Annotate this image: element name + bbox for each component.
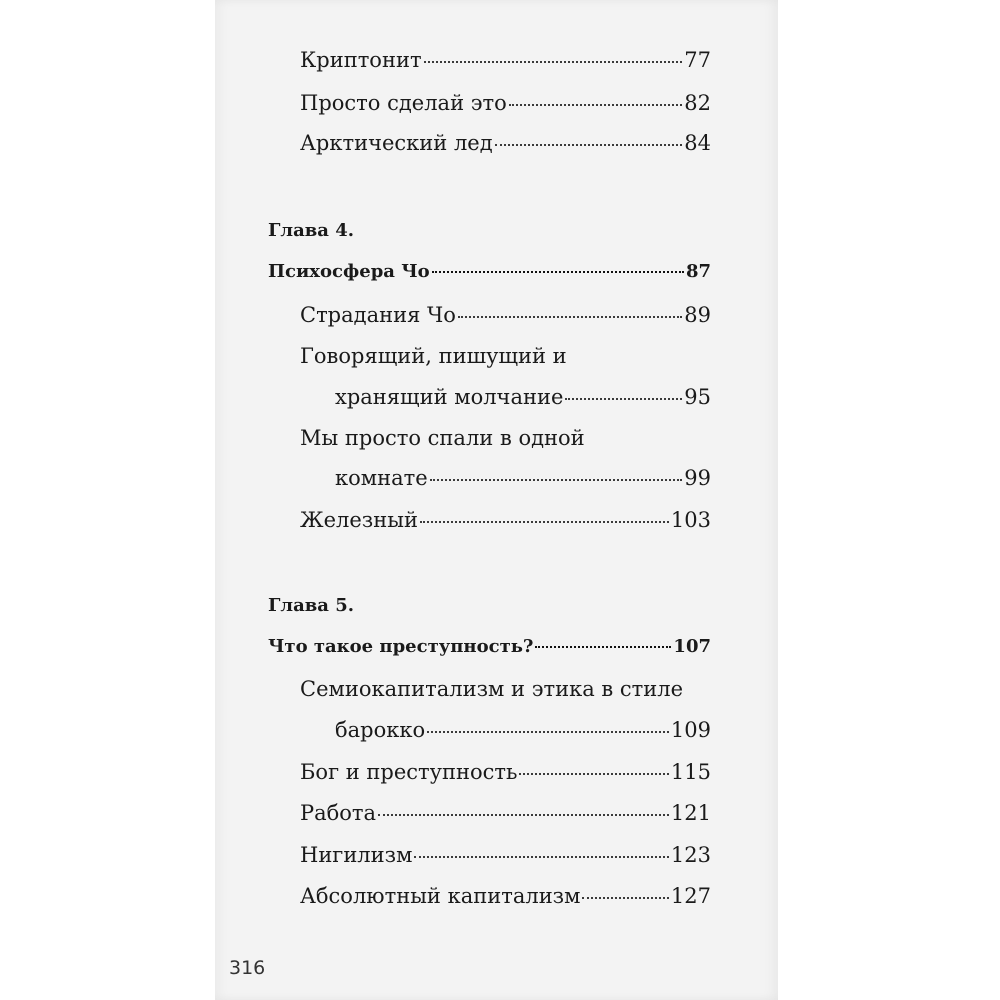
toc-entry-title: Криптонит [300, 48, 422, 72]
toc-entry-title: Просто сделай это [300, 91, 507, 115]
leader-dots [378, 813, 669, 816]
toc-entry [335, 384, 711, 410]
toc-entry-title-line1: Говорящий, пишущий и [300, 344, 567, 368]
toc-entry-page: 123 [670, 843, 711, 867]
leader-dots [495, 143, 683, 146]
toc-entry-page: 121 [670, 801, 711, 825]
toc-entry [300, 90, 711, 116]
toc-entry-page: 77 [684, 48, 711, 72]
chapter-title: Психосфера Чо [268, 261, 430, 282]
leader-dots [509, 103, 682, 106]
leader-dots [432, 270, 684, 273]
toc-entry [300, 507, 711, 533]
chapter-title: Что такое преступность? [268, 636, 534, 657]
chapter-label: Глава 4. [268, 220, 355, 241]
toc-entry [300, 800, 711, 826]
toc-entry [300, 883, 711, 909]
toc-entry [300, 759, 711, 785]
toc-entry-page: 95 [684, 385, 711, 409]
toc-entry [335, 717, 711, 743]
toc-entry-title: Страдания Чо [300, 303, 456, 327]
leader-dots [427, 730, 669, 733]
toc-entry-title: Нигилизм [300, 843, 413, 867]
leader-dots [565, 397, 682, 400]
toc-entry [300, 130, 711, 156]
chapter-page: 107 [673, 636, 711, 657]
toc-entry-title: Работа [300, 801, 377, 825]
toc-entry-page: 84 [684, 131, 711, 155]
toc-entry [300, 302, 711, 328]
leader-dots [430, 478, 683, 481]
toc-entry-title-line2: комнате [335, 466, 428, 490]
leader-dots [519, 772, 668, 775]
leader-dots [535, 645, 671, 648]
chapter-title-entry [268, 259, 711, 285]
toc-entry-page: 99 [684, 466, 711, 490]
toc-entry-page: 82 [684, 91, 711, 115]
toc-entry-page: 109 [670, 718, 711, 742]
toc-entry-page: 115 [670, 760, 711, 784]
chapter-title-entry [268, 634, 711, 660]
leader-dots [582, 896, 668, 899]
toc-entry-page: 127 [670, 884, 711, 908]
leader-dots [414, 855, 668, 858]
toc-entry-title-line2: хранящий молчание [335, 385, 564, 409]
leader-dots [420, 520, 669, 523]
toc-entry-title: Абсолютный капитализм [300, 884, 581, 908]
toc-entry-page: 89 [684, 303, 711, 327]
chapter-label: Глава 5. [268, 595, 355, 616]
toc-entry-title: Арктический лед [300, 131, 493, 155]
toc-entry-title: Железный [300, 508, 418, 532]
toc-entry-title-line1: Мы просто спали в одной [300, 426, 585, 450]
toc-entry [300, 47, 711, 73]
toc-entry [300, 842, 711, 868]
page-number: 316 [229, 957, 266, 979]
toc-entry-title-line1: Семиокапитализм и этика в стиле [300, 677, 684, 701]
toc-entry-title-line2: барокко [335, 718, 426, 742]
leader-dots [424, 60, 683, 63]
chapter-page: 87 [685, 261, 711, 282]
toc-entry [335, 465, 711, 491]
leader-dots [458, 315, 682, 318]
toc-entry-page: 103 [670, 508, 711, 532]
toc-entry-title: Бог и преступность [300, 760, 518, 784]
